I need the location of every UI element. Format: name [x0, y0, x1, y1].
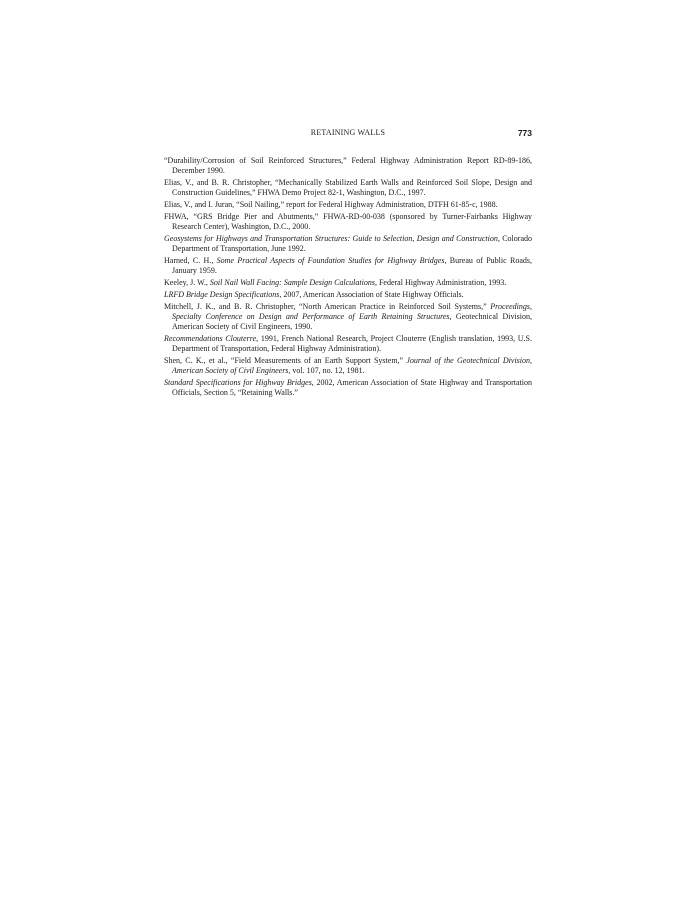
running-title: RETAINING WALLS — [310, 128, 386, 137]
reference-entry — [164, 178, 532, 198]
reference-text: Shen, C. K., et al., “Field Measurements of an Earth Support System,” — [164, 356, 407, 365]
reference-entry — [164, 234, 532, 254]
reference-entry — [164, 356, 532, 376]
reference-entry — [164, 290, 532, 300]
reference-text: “Durability/Corrosion of Soil Reinforced Structures,” Federal Highway Administration Report RD-89-186, December 1990. — [164, 156, 532, 175]
reference-title-italic: Standard Specifications for Highway Bridges, — [164, 378, 314, 387]
reference-text: Elias, V., and I. Juran, “Soil Nailing,” report for Federal Highway Administration, DTFH 61-85-c, 1988. — [164, 200, 498, 209]
reference-text: Harned, C. H., — [164, 256, 217, 265]
reference-title-italic: Recommendations Clouterre, — [164, 334, 259, 343]
reference-list — [164, 156, 532, 400]
reference-text: 2002, American Association of State Highway and Transportation Officials, Section 5, “Retaining Walls.” — [172, 378, 533, 397]
reference-text: Keeley, J. W., — [164, 278, 210, 287]
reference-text: Mitchell, J. K., and B. R. Christopher, “North American Practice in Reinforced Soil Systems,” — [164, 302, 491, 311]
reference-entry — [164, 200, 532, 210]
reference-title-italic: Journal of the Geotechnical Division, American Society of Civil Engineers, — [172, 356, 532, 375]
reference-entry — [164, 212, 532, 232]
reference-text: Bureau of Public Roads, January 1959. — [172, 256, 533, 275]
reference-entry — [164, 334, 532, 354]
page-number: 773 — [517, 128, 532, 138]
reference-text: 1991, French National Research, Project Clouterre (English translation, 1993, U.S. Department of Transportation, Federal Highway Administration). — [172, 334, 533, 353]
reference-entry — [164, 302, 532, 332]
reference-text: Geotechnical Division, American Society of Civil Engineers, 1990. — [172, 312, 533, 331]
reference-entry — [164, 156, 532, 176]
reference-text: Colorado Department of Transportation, June 1992. — [172, 234, 532, 253]
reference-title-italic: Geosystems for Highways and Transportation Structures: Guide to Selection, Design and Construction, — [164, 234, 500, 243]
reference-title-italic: Proceedings, Specialty Conference on Design and Performance of Earth Retaining Structures, — [172, 302, 532, 321]
reference-title-italic: Soil Nail Wall Facing: Sample Design Calculations, — [209, 278, 377, 287]
reference-entry — [164, 278, 532, 288]
reference-text: Federal Highway Administration, 1993. — [376, 278, 507, 287]
reference-entry — [164, 256, 532, 276]
reference-entry — [164, 378, 532, 398]
reference-text: vol. 107, no. 12, 1981. — [290, 366, 365, 375]
reference-title-italic: Some Practical Aspects of Foundation Studies for Highway Bridges, — [216, 256, 447, 265]
reference-text: 2007, American Association of State Highway Officials. — [281, 290, 464, 299]
running-head — [164, 127, 532, 139]
reference-text: Elias, V., and B. R. Christopher, “Mechanically Stabilized Earth Walls and Reinforced Soil Slope, Design and Construction Guidelines,” FHWA Demo Project 82-1, Washington, D.C., 1997. — [164, 178, 532, 197]
reference-text: FHWA, “GRS Bridge Pier and Abutments,” FHWA-RD-00-038 (sponsored by Turner-Fairbanks Highway Research Center), Washington, D.C., 2000. — [164, 212, 532, 231]
reference-title-italic: LRFD Bridge Design Specifications, — [164, 290, 282, 299]
